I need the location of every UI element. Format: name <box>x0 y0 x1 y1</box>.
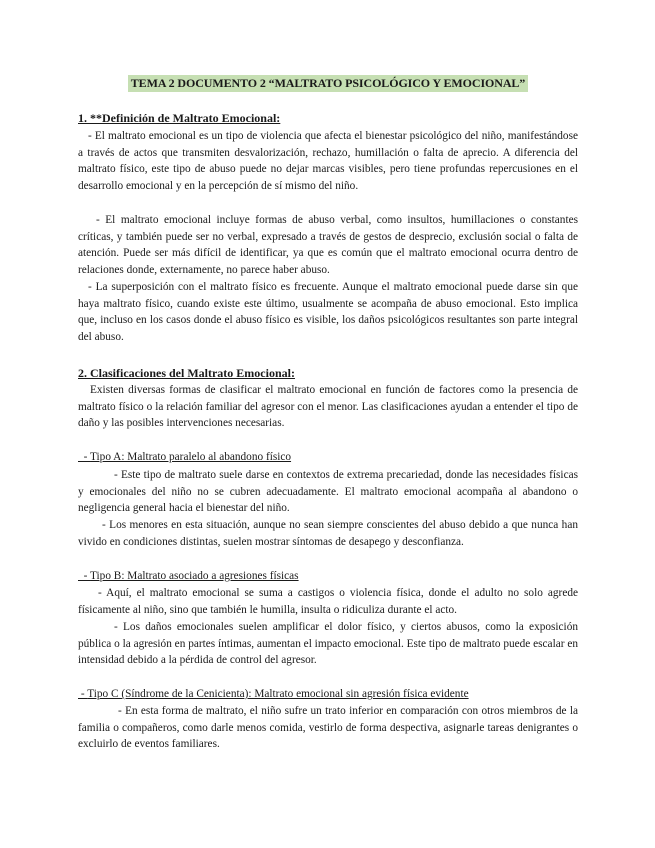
type-a-heading: - Tipo A: Maltrato paralelo al abandono físico <box>78 451 292 463</box>
type-c-heading: - Tipo C (Síndrome de la Cenicienta): Maltrato emocional sin agresión física evidente <box>78 688 469 700</box>
type-b-paragraph-2: - Los daños emocionales suelen amplificar el dolor físico, y ciertos abusos, como la exposición pública o la agresión en partes íntimas, aumentan el impacto emocional. Este tipo de maltrato puede escalar en intensidad debido a la pérdida de control del agresor. <box>78 621 578 667</box>
section-1-paragraph-2: - El maltrato emocional incluye formas de abuso verbal, como insultos, humillaciones o constantes críticas, y también puede ser no verbal, expresado a través de gestos de desprecio, exclusión social o falta de atención. Puede ser más difícil de identificar, ya que es común que el maltrato emocional ocurra dentro de relaciones donde, externamente, no parece haber abuso. <box>78 214 578 277</box>
section-1-paragraph-3: - La superposición con el maltrato físico es frecuente. Aunque el maltrato emocional puede darse sin que haya maltrato físico, cuando existe este último, usualmente se acompaña de abuso emocional. Esto implica que, incluso en los casos donde el abuso físico es visible, los daños psicológicos resultantes son parte integral del abuso. <box>78 281 578 344</box>
type-a-paragraph-1: - Este tipo de maltrato suele darse en contextos de extrema precariedad, donde las necesidades físicas y emocionales del niño no se cubren adecuadamente. El maltrato emocional acompaña al abandono o negligencia general hacia el bienestar del niño. <box>78 469 578 515</box>
section-1-paragraph-1: - El maltrato emocional es un tipo de violencia que afecta el bienestar psicológico del niño, manifestándose a través de actos que transmiten desvalorización, rechazo, humillación o falta de aprecio. A diferencia del maltrato físico, este tipo de abuso puede no dejar marcas visibles, pero tiene profundas repercusiones en el desarrollo emocional y en la percepción de sí mismo del niño. <box>78 130 578 193</box>
type-c-paragraph-1: - En esta forma de maltrato, el niño sufre un trato inferior en comparación con otros miembros de la familia o compañeros, como darle menos comida, vestirlo de forma despectiva, asignarle tareas denigrantes o excluirlo de eventos familiares. <box>78 705 578 751</box>
document-title: TEMA 2 DOCUMENTO 2 “MALTRATO PSICOLÓGICO Y EMOCIONAL” <box>128 75 528 92</box>
section-2-heading: 2. Clasificaciones del Maltrato Emocional: <box>78 366 295 380</box>
type-c-label: Tipo C (Síndrome de la Cenicienta): Maltrato emocional sin agresión física evidente <box>87 688 469 700</box>
type-b-label: Tipo B: Maltrato asociado a agresiones físicas <box>90 570 299 582</box>
section-2-intro: Existen diversas formas de clasificar el maltrato emocional en función de factores como la presencia de maltrato físico o la relación familiar del agresor con el menor. Las clasificaciones ayudan a entender el tipo de daño y las posibles intervenciones necesarias. <box>78 384 578 430</box>
section-1-heading: 1. **Definición de Maltrato Emocional: <box>78 111 281 125</box>
type-b-paragraph-1: - Aquí, el maltrato emocional se suma a castigos o violencia física, donde el adulto no solo agrede físicamente al niño, sino que también le humilla, insulta o ridiculiza durante el acto. <box>78 587 578 616</box>
type-a-paragraph-2: - Los menores en esta situación, aunque no sean siempre conscientes del abuso debido a que nunca han vivido en condiciones distintas, suelen mostrar síntomas de desapego y desconfianza. <box>78 519 578 548</box>
type-b-heading: - Tipo B: Maltrato asociado a agresiones físicas <box>78 570 299 582</box>
type-a-label: Tipo A: Maltrato paralelo al abandono físico <box>90 451 292 463</box>
